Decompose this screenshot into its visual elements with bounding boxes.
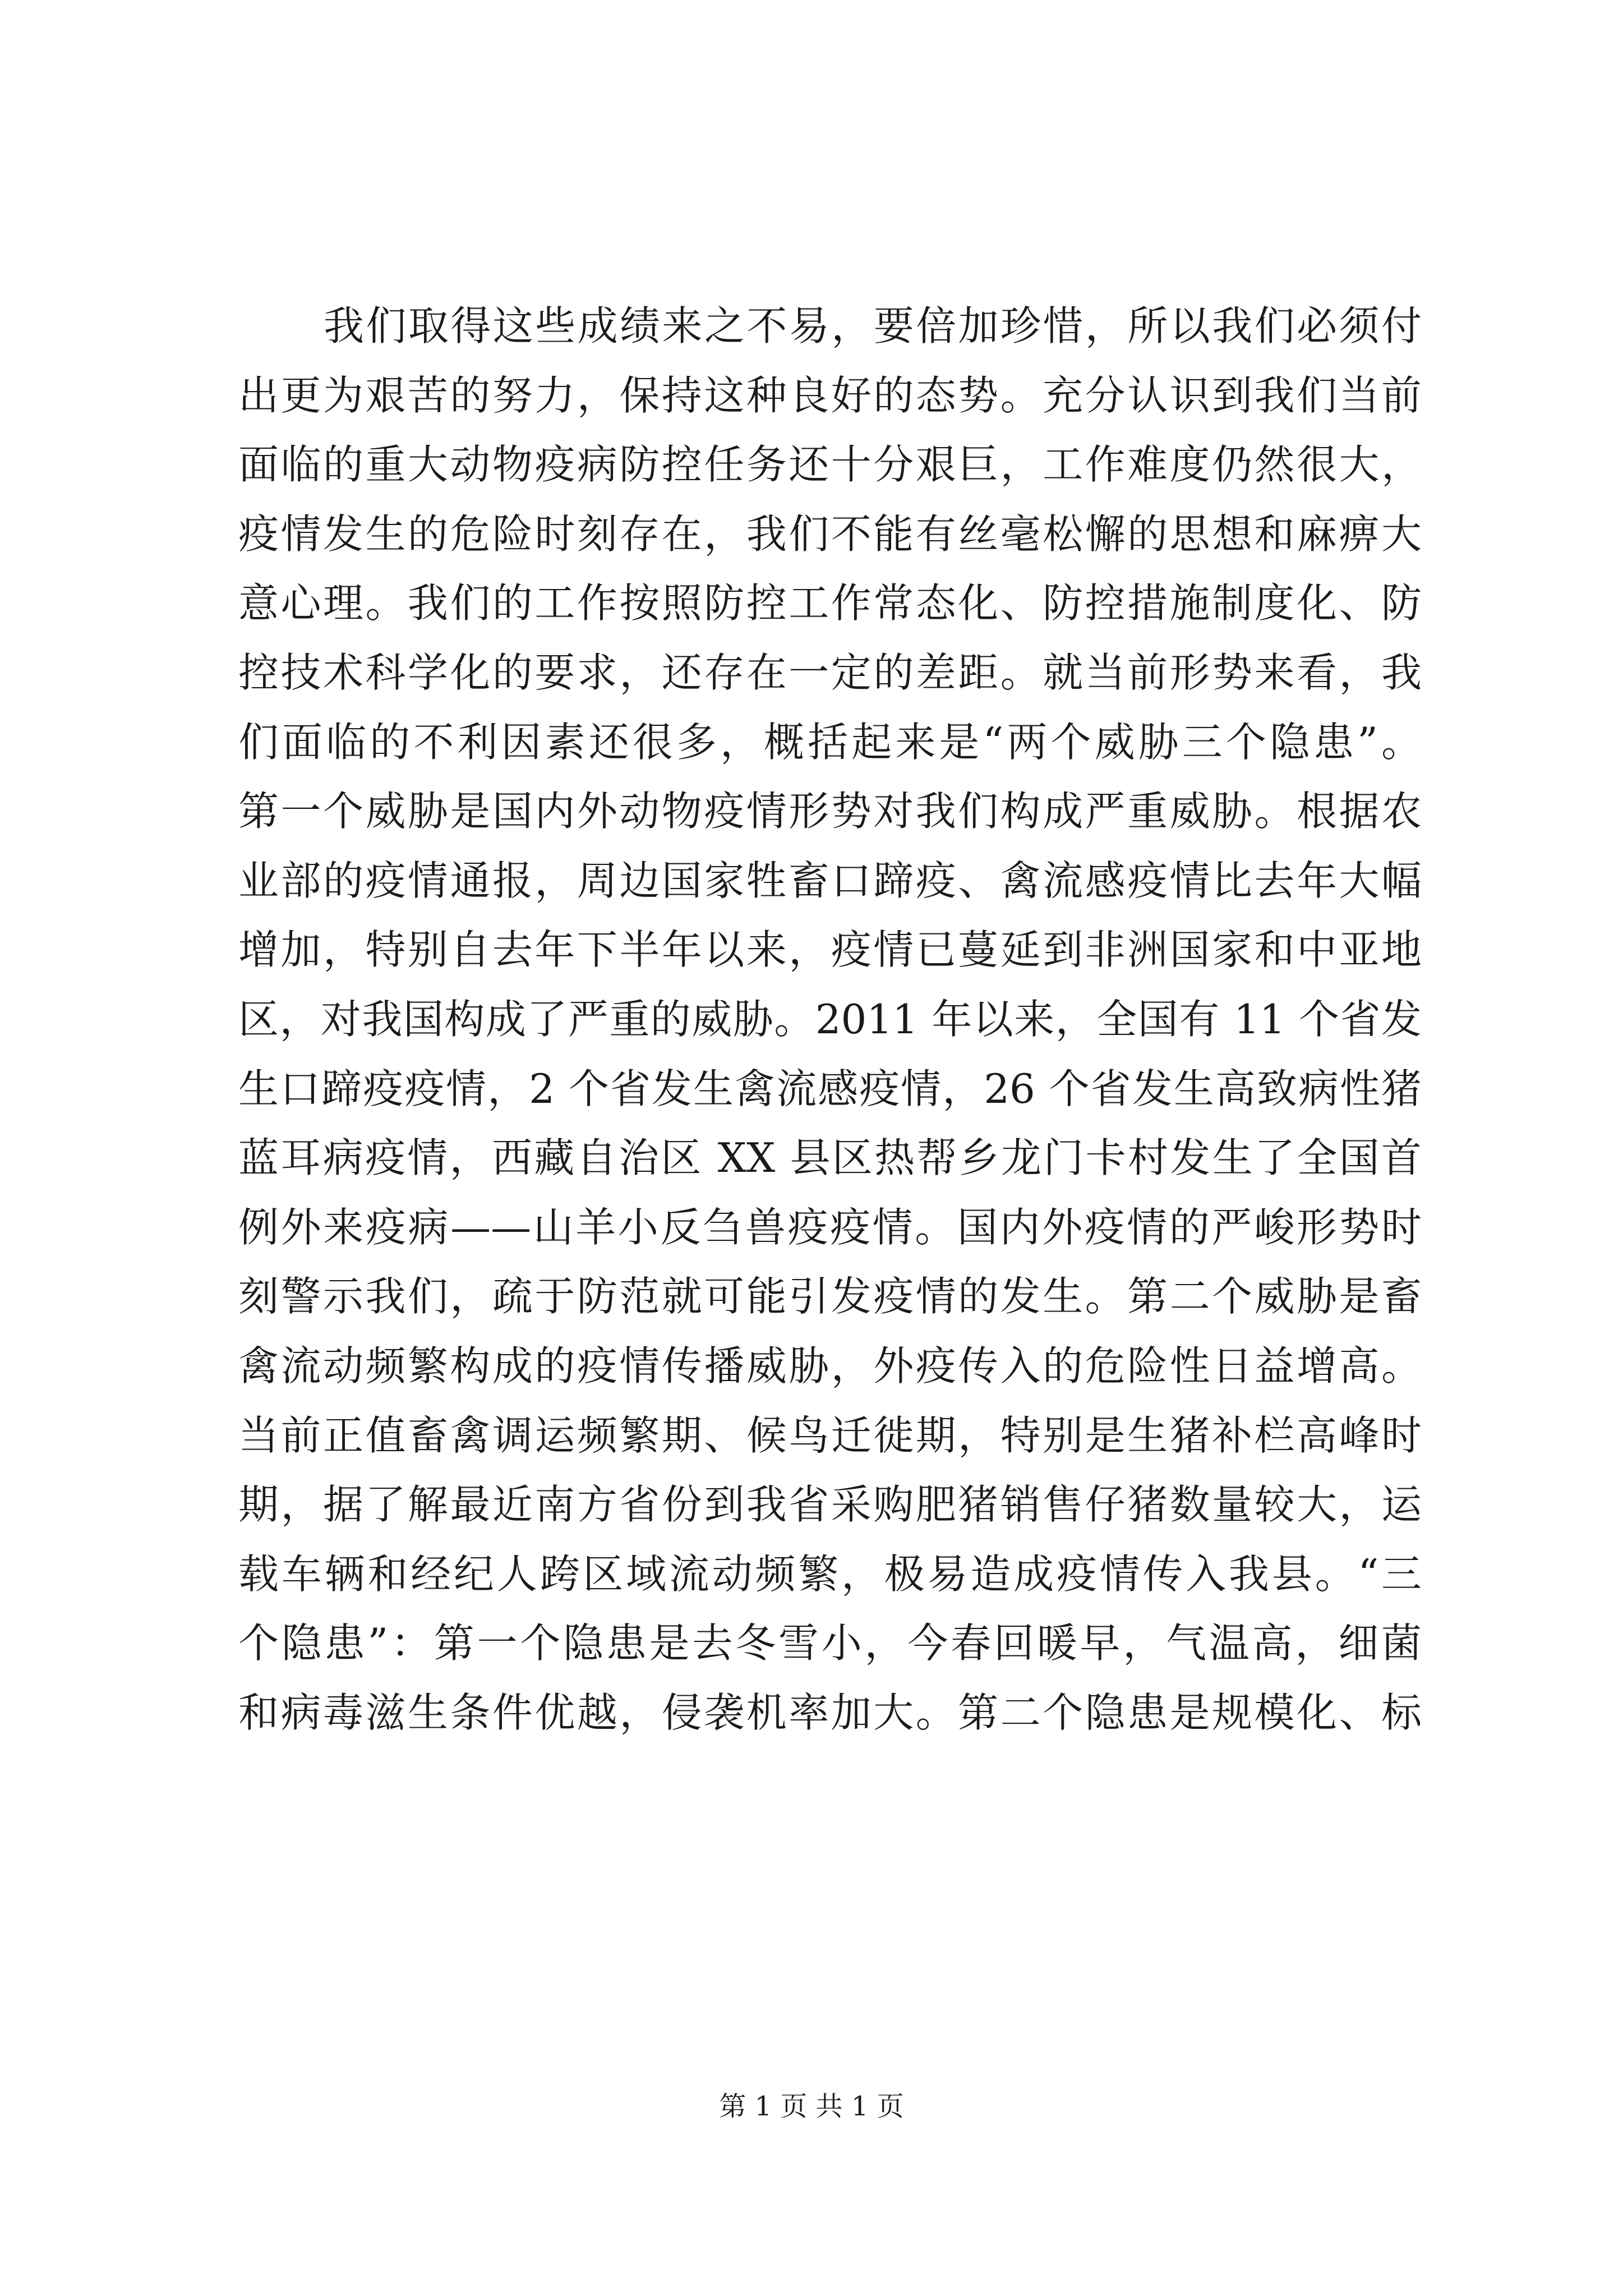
text-line: 出更为艰苦的努力，保持这种良好的态势。充分认识到我们当前 xyxy=(238,371,1422,419)
text-line: 意心理。我们的工作按照防控工作常态化、防控措施制度化、防 xyxy=(238,579,1422,627)
text-line: 我们取得这些成绩来之不易，要倍加珍惜，所以我们必须付 xyxy=(324,302,1422,349)
text-line: 载车辆和经纪人跨区域流动频繁，极易造成疫情传入我县。“三 xyxy=(238,1550,1422,1598)
text-line: 们面临的不利因素还很多，概括起来是“两个威胁三个隐患”。 xyxy=(238,718,1422,766)
text-line: 禽流动频繁构成的疫情传播威胁，外疫传入的危险性日益增高。 xyxy=(238,1342,1422,1389)
text-line: 面临的重大动物疫病防控任务还十分艰巨，工作难度仍然很大， xyxy=(238,441,1422,489)
page-footer: 第 1 页 共 1 页 xyxy=(719,2091,904,2122)
text-line: 个隐患”：第一个隐患是去冬雪小，今春回暖早，气温高，细菌 xyxy=(238,1619,1422,1667)
text-line: 区，对我国构成了严重的威胁。2011 年以来，全国有 11 个省发 xyxy=(238,995,1422,1043)
text-line: 例外来疫病——山羊小反刍兽疫疫情。国内外疫情的严峻形势时 xyxy=(238,1203,1422,1251)
text-line: 当前正值畜禽调运频繁期、候鸟迁徙期，特别是生猪补栏高峰时 xyxy=(238,1411,1422,1459)
text-line: 蓝耳病疫情，西藏自治区 XX 县区热帮乡龙门卡村发生了全国首 xyxy=(238,1134,1422,1182)
text-line: 刻警示我们，疏于防范就可能引发疫情的发生。第二个威胁是畜 xyxy=(238,1273,1422,1320)
text-line: 生口蹄疫疫情，2 个省发生禽流感疫情，26 个省发生高致病性猪 xyxy=(238,1065,1422,1112)
text-line: 期，据了解最近南方省份到我省采购肥猪销售仔猪数量较大，运 xyxy=(238,1481,1422,1529)
text-line: 业部的疫情通报，周边国家牲畜口蹄疫、禽流感疫情比去年大幅 xyxy=(238,857,1422,904)
text-line: 第一个威胁是国内外动物疫情形势对我们构成严重威胁。根据农 xyxy=(238,788,1422,835)
text-line: 疫情发生的危险时刻存在，我们不能有丝毫松懈的思想和麻痹大 xyxy=(238,510,1422,558)
text-line: 和病毒滋生条件优越，侵袭机率加大。第二个隐患是规模化、标 xyxy=(238,1688,1422,1736)
body-paragraph xyxy=(238,292,1422,1747)
text-line: 控技术科学化的要求，还存在一定的差距。就当前形势来看，我 xyxy=(238,648,1422,696)
text-line: 增加，特别自去年下半年以来，疫情已蔓延到非洲国家和中亚地 xyxy=(238,926,1422,974)
